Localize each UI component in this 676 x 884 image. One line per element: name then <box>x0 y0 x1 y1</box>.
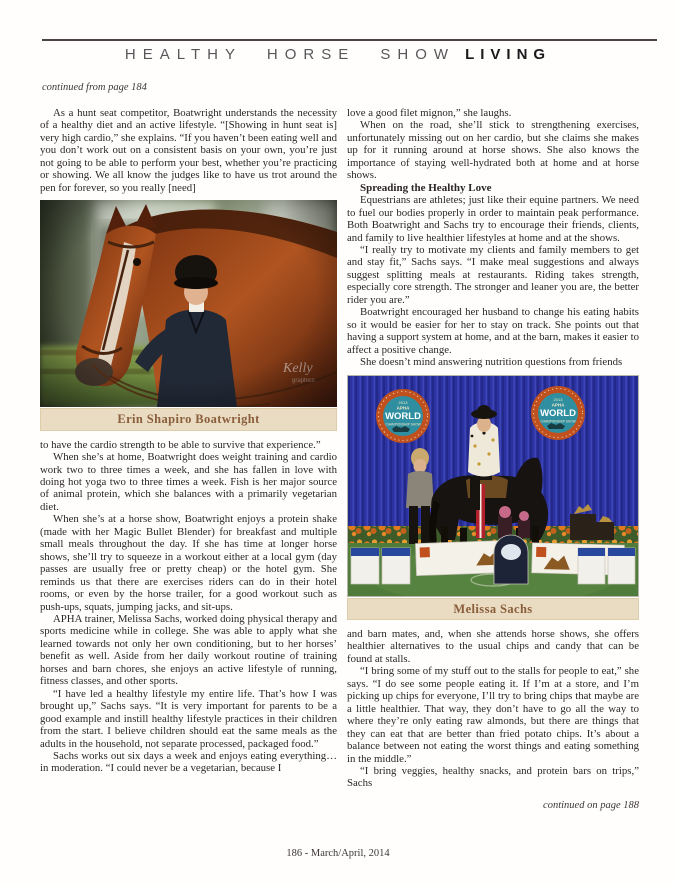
boatwright-photo-illustration <box>40 200 337 407</box>
article-paragraph: Boatwright encouraged her husband to change his eating habits so it would be easier for her to stay on track. She points out that having a support system at home, and at the barn, makes it easier to affect a positive change. <box>347 306 639 356</box>
article-paragraph: As a hunt seat competitor, Boatwright understands the necessity of a healthy diet and an active lifestyle. “[Showing in hunt seat is] very high cardio,” she explains. “If you haven’t been eating well and you don’t work out on a consistent basis on your own, you’re just not going to be able to perform your best, whether you’re practicing or showing. We all know the judges like to have us trot around the pen for forever, so you really [need] <box>40 107 337 194</box>
article-paragraph: “I bring veggies, healthy snacks, and protein bars on trips,” Sachs <box>347 764 639 790</box>
article-paragraph: Sachs works out six days a week and enjoys eating everything…in moderation. “I could never be a vegetarian, because I <box>40 749 337 775</box>
article-paragraph: “I really try to motivate my clients and family members to get and stay fit,” Sachs says. “I make meal suggestions and always suggest splitting meals at restaurants. Riding takes strength, especially core strength. The stronger and leaner you are, the better rider you are.” <box>347 243 639 306</box>
photo-caption: Erin Shapiro Boatwright <box>40 408 337 430</box>
sachs-photo-illustration <box>348 376 638 596</box>
article-paragraph: When on the road, she’ll stick to strengthening exercises, unfortunately missing out on her cardio, but she claims she makes up for it running around at horse shows. She also knows the importance of staying well-hydrated both at home and at horse shows. <box>347 119 639 182</box>
section-heading: Spreading the Healthy Love <box>360 181 492 194</box>
article-paragraph: APHA trainer, Melissa Sachs, worked doing physical therapy and sports medicine while in college. She was able to apply what she learned towards not only her own conditioning, but to her horses’ benefit as well. Aside from her daily workout routine of training horses and barn chores, she enjoys an active lifestyle of running, fitness classes, and other sports. <box>40 612 337 688</box>
article-paragraph: “I bring some of my stuff out to the stalls for people to eat,” she says. “I do see some people eating it. If I’m at a store, and I’m picking up chips for everyone, I’ll try to bring chips that maybe are a little healthier. That way, they don’t have to go all the way to where they’re only eating raw almonds, but there are things that they can eat that are better than fried potato chips. It’s about a balance between not eating the worst things and eating something in the middle.” <box>347 665 639 765</box>
badge-sub: CHAMPIONSHIP SHOW <box>385 422 421 427</box>
boatwright-photo <box>40 200 337 430</box>
article-column-right <box>347 107 639 812</box>
continued-on-note: continued on page 188 <box>543 799 639 811</box>
badge-year: 2013 <box>398 399 408 405</box>
sign-card <box>382 548 410 584</box>
article-paragraph: When she’s at home, Boatwright does weight training and cardio work two to three times a week, and she has fallen in love with doing hot yoga two to three times a week. Fish is her major source of animal protein, which she balances with a primarily vegetarian diet. <box>40 451 337 513</box>
sign-card <box>608 548 635 584</box>
rider-chaps <box>470 476 480 510</box>
page-title-regular: HEALTHY HORSE SHOW <box>124 46 456 63</box>
article-paragraph: and barn mates, and, when she attends horse shows, she offers healthier alternatives to the usual chips and candy that can be found at stalls. <box>347 627 639 665</box>
article-paragraph: to have the cardio strength to be able to survive that experience.” <box>40 438 321 451</box>
sign-card <box>351 548 379 584</box>
sign-plaque <box>494 535 528 584</box>
sign-card <box>578 548 605 584</box>
page-footer: 186 - March/April, 2014 <box>286 848 390 859</box>
continued-from-note: continued from page 184 <box>42 82 147 93</box>
article-paragraph: When she’s at a horse show, Boatwright enjoys a protein shake (made with her Magic Bullet Blender) for breakfast and multiple small meals throughout the day. If she has time at longer horse shows, she’ll try to squeeze in a workout either at a local gym (day passes are usually free or pretty cheap) or the hotel gym. She reminds us that there are exercises riders can do in their hotel rooms, or even by the horse trailer, for a good workout such as push-ups, squats, jumping jacks, and sit-ups. <box>40 513 337 613</box>
sachs-photo <box>347 375 639 620</box>
article-paragraph: Equestrians are athletes; just like their equine partners. We need to fuel our bodies properly in order to maintain peak performance. Both Boatwright and Sachs try to encourage their friends, clients, and family to live healthier lifestyles at home and at the shows. <box>347 194 639 244</box>
photo-caption: Melissa Sachs <box>347 598 639 620</box>
article-paragraph: She doesn’t mind answering nutrition questions from friends <box>360 356 623 369</box>
article-column-left <box>40 107 337 775</box>
header-rule <box>42 39 657 41</box>
article-paragraph: love a good filet mignon,” she laughs. <box>347 107 512 119</box>
badge-main: WORLD <box>385 410 421 422</box>
sachs-photo-frame <box>347 375 639 597</box>
apha-badge <box>376 389 430 443</box>
page-title-bold: LIVING <box>465 46 552 63</box>
apha-badge-right <box>531 386 585 440</box>
vignette <box>40 200 337 407</box>
badge-org: APHA <box>396 405 410 411</box>
article-paragraph: “I have led a healthy lifestyle my entire life. That’s how I was brought up,” Sachs says. “It is very important for parents to be a good example and instill healthy lifestyle practices in their children from the start. I believe children should eat the same meals as the adults in the household, not separate processed, packaged food.” <box>40 687 337 750</box>
page-title <box>0 46 676 63</box>
